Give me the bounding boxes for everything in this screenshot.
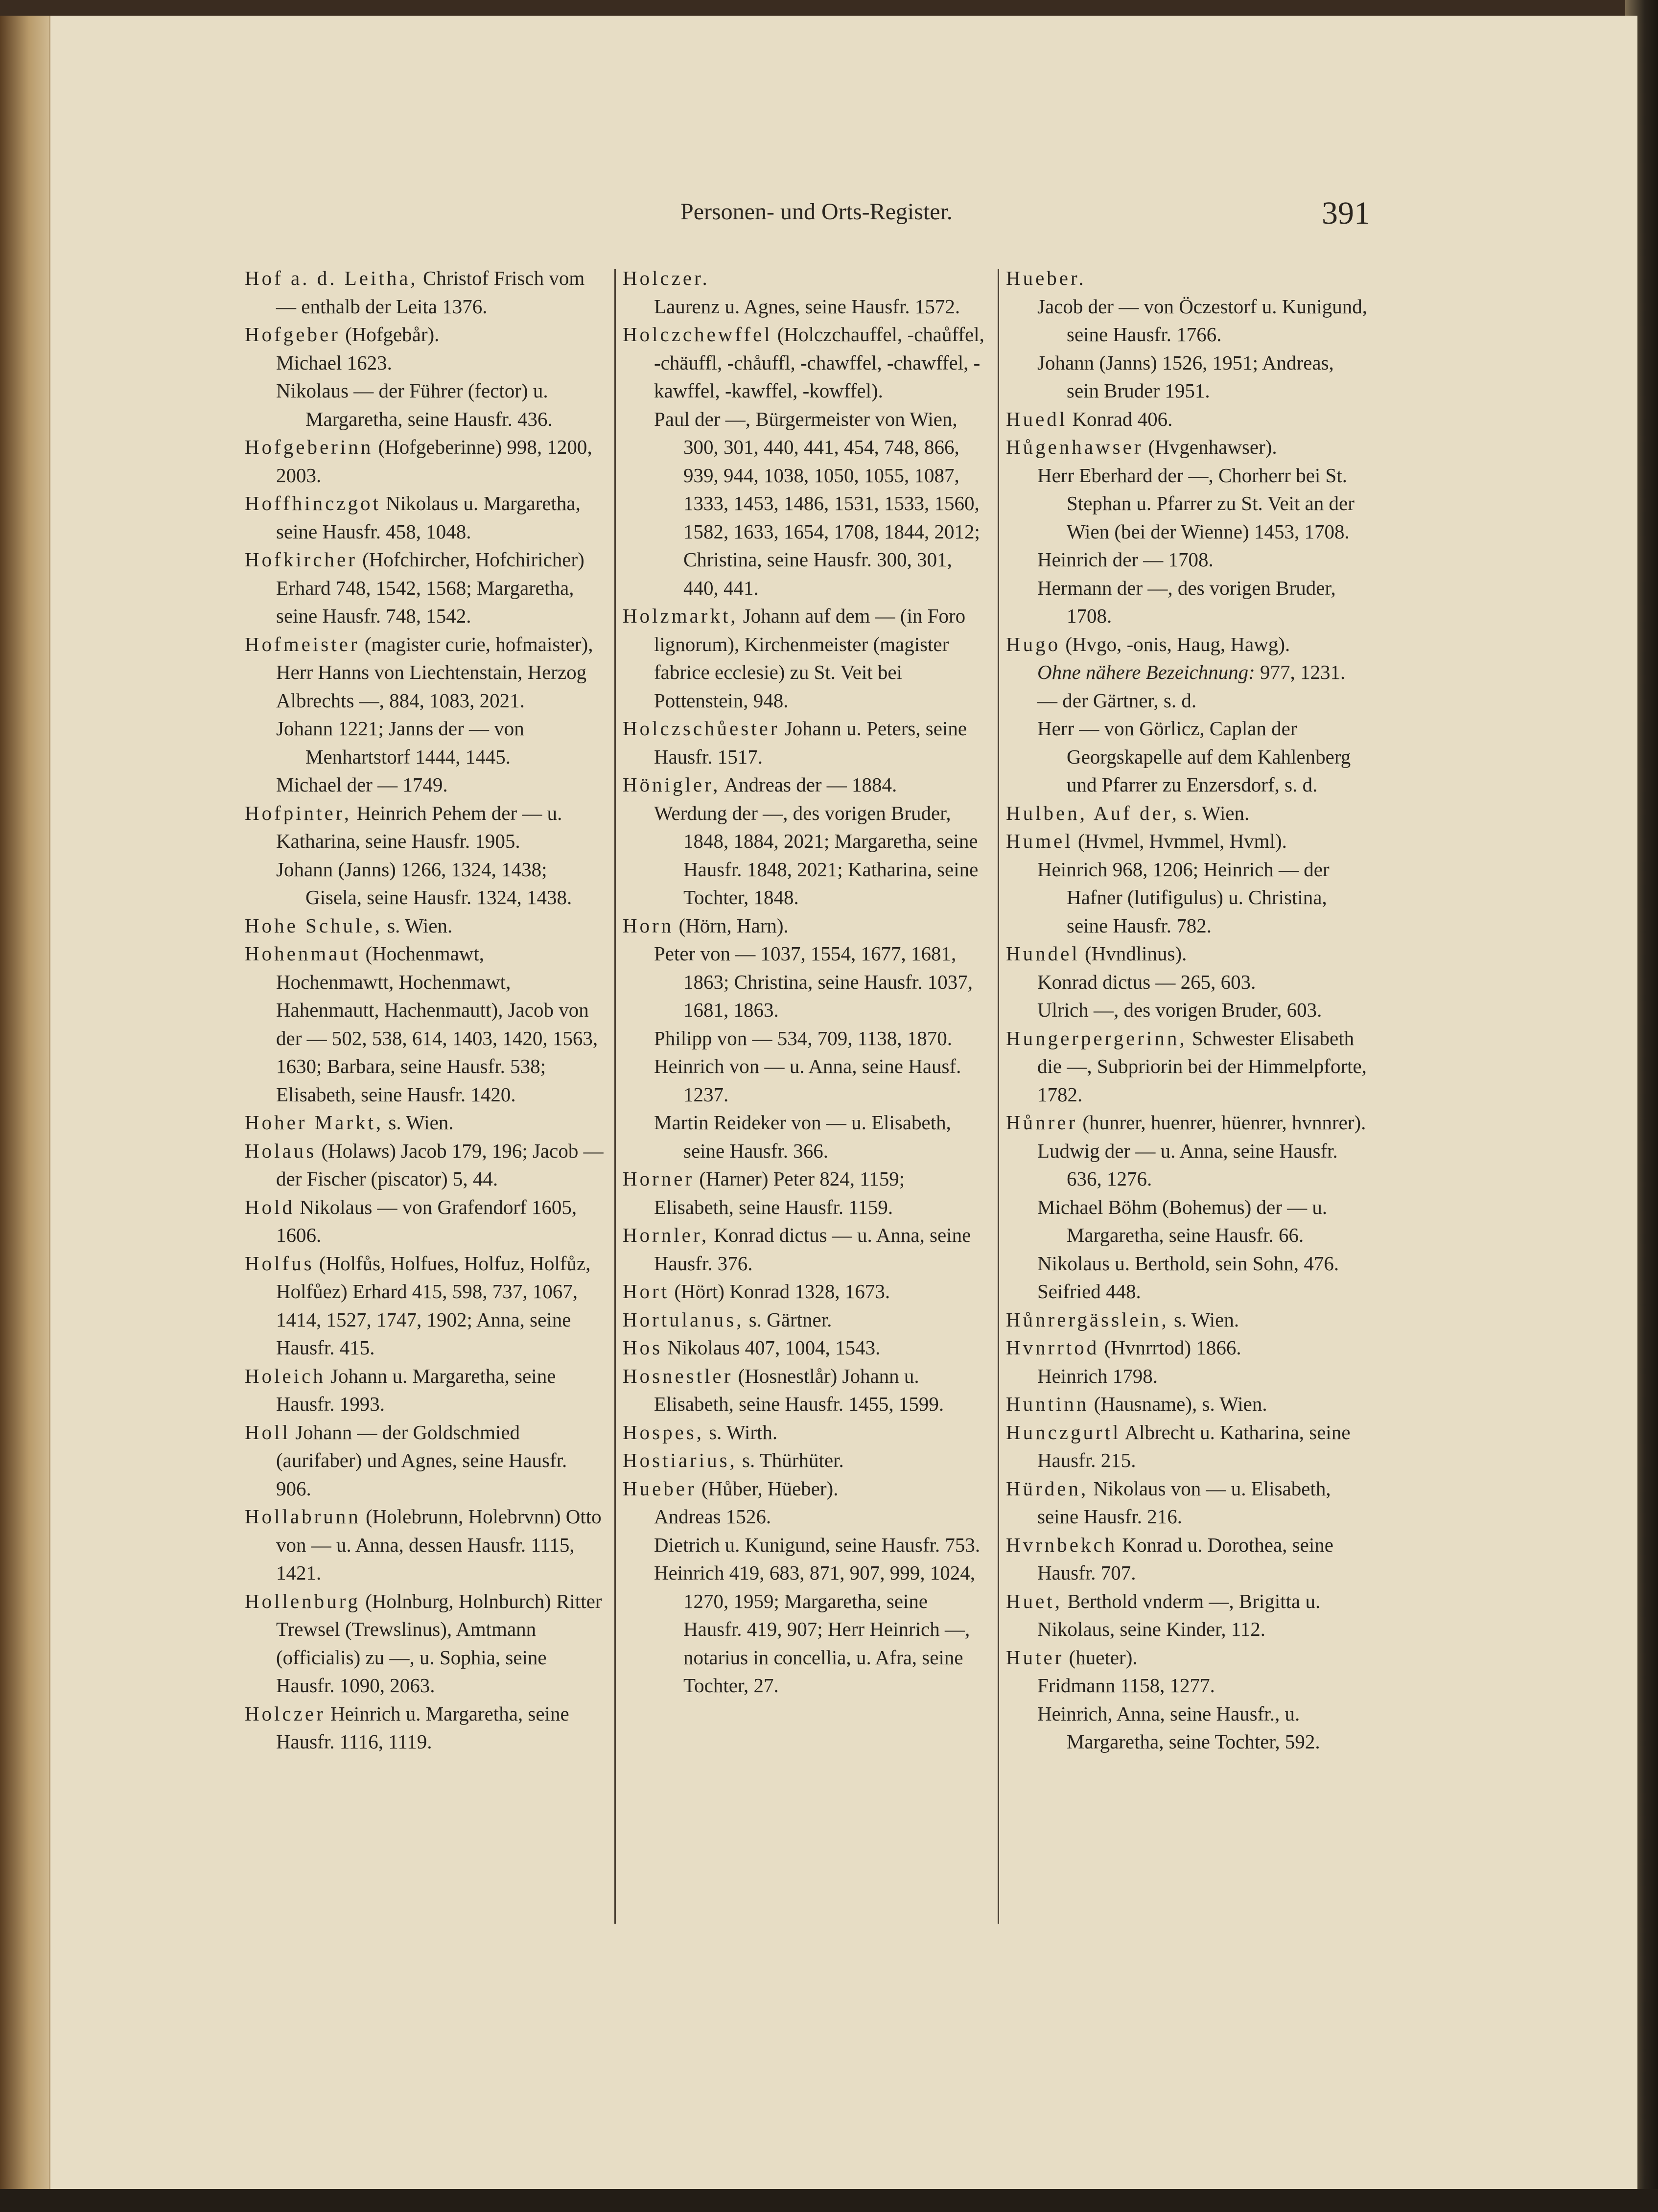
entry-headword: Huet, bbox=[1006, 1589, 1062, 1612]
entry-text: s. Gärtner. bbox=[744, 1308, 832, 1331]
index-subentry bbox=[623, 1025, 987, 1053]
entry-text: Herr — von Görlicz, Caplan der Georgskapelle auf dem Kahlenberg und Pfarrer zu Enzersdorf, s. d. bbox=[1037, 717, 1351, 796]
index-entry bbox=[1006, 1475, 1371, 1531]
index-entry bbox=[1006, 433, 1371, 462]
entry-text: (Hvndlinus). bbox=[1079, 942, 1187, 965]
index-subentry bbox=[623, 1052, 987, 1109]
index-subentry bbox=[1006, 1700, 1371, 1756]
index-subentry bbox=[1006, 293, 1371, 349]
index-entry bbox=[245, 546, 605, 630]
entry-headword: Hollabrunn bbox=[245, 1505, 361, 1528]
index-entry bbox=[1006, 1419, 1371, 1475]
index-entry bbox=[623, 771, 987, 799]
entry-text: Heinrich von — u. Anna, seine Hausf. 1237. bbox=[654, 1055, 961, 1106]
entry-text: Konrad 406. bbox=[1067, 407, 1173, 430]
index-entry bbox=[245, 940, 605, 1109]
entry-text: (Hvnrrtod) 1866. bbox=[1099, 1336, 1241, 1359]
index-entry bbox=[245, 1193, 605, 1250]
entry-text: (magister curie, hofmaister), Herr Hanns von Liechtenstain, Herzog Albrechts —, 884, 1083, 2021. bbox=[276, 632, 593, 712]
index-subentry bbox=[1006, 1137, 1371, 1193]
entry-italic-note: Ohne nähere Bezeichnung: bbox=[1037, 661, 1255, 683]
entry-headword: Holczchewffel bbox=[623, 323, 772, 346]
index-entry bbox=[245, 321, 605, 349]
entry-text: s. Wien. bbox=[1179, 801, 1250, 824]
entry-text: Peter von — 1037, 1554, 1677, 1681, 1863; Christina, seine Hausfr. 1037, 1681, 1863. bbox=[654, 942, 973, 1021]
index-entry bbox=[245, 1137, 605, 1193]
entry-headword: Hvrnbekch bbox=[1006, 1533, 1118, 1556]
index-subentry bbox=[623, 405, 987, 603]
entry-headword: Hulben, Auf der, bbox=[1006, 801, 1179, 824]
entry-text: s. Thürhüter. bbox=[737, 1449, 844, 1471]
index-entry bbox=[623, 1446, 987, 1475]
index-subentry bbox=[623, 1503, 987, 1531]
entry-headword: Hortulanus, bbox=[623, 1308, 744, 1331]
index-entry bbox=[1006, 1644, 1371, 1672]
index-entry bbox=[245, 489, 605, 546]
entry-headword: Hollenburg bbox=[245, 1589, 361, 1612]
entry-text: Nikolaus — von Grafendorf 1605, 1606. bbox=[276, 1195, 577, 1246]
index-entry bbox=[623, 321, 987, 405]
entry-headword: Hugo bbox=[1006, 632, 1061, 655]
index-entry bbox=[245, 630, 605, 715]
entry-headword: Holl bbox=[245, 1420, 290, 1444]
entry-text: s. Wien. bbox=[382, 914, 453, 937]
page-number: 391 bbox=[1322, 195, 1370, 231]
index-entry bbox=[245, 799, 605, 856]
entry-text: Johann u. Peters, seine Hausfr. 1517. bbox=[654, 717, 967, 768]
index-subentry bbox=[1006, 1672, 1371, 1700]
entry-headword: Holczer bbox=[245, 1702, 326, 1725]
entry-headword: Hoher Markt, bbox=[245, 1111, 384, 1134]
index-entry bbox=[623, 1306, 987, 1334]
entry-text: Seifried 448. bbox=[1037, 1280, 1141, 1303]
entry-text: Dietrich u. Kunigund, seine Hausfr. 753. bbox=[654, 1533, 981, 1556]
entry-headword: Hofpinter, bbox=[245, 801, 352, 824]
index-subentry bbox=[245, 856, 605, 912]
index-subentry bbox=[1006, 658, 1371, 687]
entry-text: (Holfůs, Holfues, Holfuz, Holfůz, Holfůez) Erhard 415, 598, 737, 1067, 1414, 1527, 1747, 1902; Anna, seine Hausfr. 415. bbox=[276, 1252, 591, 1359]
entry-text: Berthold vnderm —, Brigitta u. Nikolaus, seine Kinder, 112. bbox=[1037, 1589, 1321, 1640]
entry-headword: Hohenmaut bbox=[245, 942, 361, 965]
column-divider-2 bbox=[998, 269, 999, 1924]
index-subentry bbox=[1006, 687, 1371, 715]
index-subentry bbox=[1006, 856, 1371, 940]
index-entry bbox=[245, 1109, 605, 1137]
entry-text: Johann (Janns) 1266, 1324, 1438; Gisela, seine Hausfr. 1324, 1438. bbox=[276, 858, 572, 908]
index-entry bbox=[623, 1165, 987, 1221]
entry-headword: Hoffhinczgot bbox=[245, 492, 381, 514]
index-entry bbox=[623, 1475, 987, 1503]
index-subentry bbox=[623, 799, 987, 912]
index-subentry bbox=[1006, 1250, 1371, 1278]
entry-text: Johann auf dem — (in Foro lignorum), Kirchenmeister (magister fabrice ecclesie) zu St. Veit bei Pottenstein, 948. bbox=[654, 605, 966, 712]
entry-text: — der Gärtner, s. d. bbox=[1037, 689, 1197, 712]
index-subentry bbox=[623, 940, 987, 1025]
index-subentry bbox=[1006, 1362, 1371, 1391]
entry-headword: Hohe Schule, bbox=[245, 914, 382, 937]
index-entry bbox=[1006, 1587, 1371, 1644]
entry-headword: Hůnrergässlein, bbox=[1006, 1308, 1169, 1331]
entry-headword: Hůnrer bbox=[1006, 1111, 1078, 1134]
index-entry bbox=[623, 1334, 987, 1362]
entry-text: Jacob der — von Öczestorf u. Kunigund, seine Hausfr. 1766. bbox=[1037, 295, 1368, 346]
entry-text: Johann u. Margaretha, seine Hausfr. 1993. bbox=[276, 1364, 556, 1415]
entry-text: Johann 1221; Janns der — von Menhartstorf 1444, 1445. bbox=[276, 717, 524, 768]
entry-text: Nikolaus von — u. Elisabeth, seine Hausfr. 216. bbox=[1037, 1477, 1331, 1528]
entry-headword: Hofgeberinn bbox=[245, 436, 374, 458]
entry-text: Heinrich 419, 683, 871, 907, 999, 1024, 1270, 1959; Margaretha, seine Hausfr. 419, 907; Herr Heinrich —, notarius in concellia, u. Afra, seine Tochter, 27. bbox=[654, 1561, 975, 1697]
index-entry bbox=[1006, 1109, 1371, 1137]
entry-headword: Hort bbox=[623, 1280, 670, 1303]
entry-text: (Holebrunn, Holebrvnn) Otto von — u. Anna, dessen Hausfr. 1115, 1421. bbox=[276, 1505, 602, 1584]
entry-text: s. Wien. bbox=[383, 1111, 454, 1134]
entry-headword: Holczer. bbox=[623, 267, 710, 289]
index-subentry bbox=[623, 293, 987, 321]
entry-text: Heinrich u. Margaretha, seine Hausfr. 1116, 1119. bbox=[276, 1702, 569, 1753]
index-entry bbox=[1006, 799, 1371, 828]
index-entry bbox=[1006, 264, 1371, 293]
index-column-2 bbox=[623, 264, 987, 1700]
index-entry bbox=[1006, 827, 1371, 856]
scan-top-border bbox=[0, 0, 1658, 16]
entry-text: Heinrich der — 1708. bbox=[1037, 548, 1214, 571]
entry-text: Paul der —, Bürgermeister von Wien, 300, 301, 440, 441, 454, 748, 866, 939, 944, 1038, 1050, 1055, 1087, 1333, 1453, 1486, 1531, 1533, 1560, 1582, 1633, 1654, 1708, 1844, 2012; Christina, seine Hausfr. 300, 301, 440, 441. bbox=[654, 407, 980, 599]
entry-text: (Hvmel, Hvmmel, Hvml). bbox=[1073, 830, 1287, 852]
entry-headword: Hungerpergerinn, bbox=[1006, 1026, 1187, 1049]
index-entry bbox=[1006, 630, 1371, 659]
entry-text: Philipp von — 534, 709, 1138, 1870. bbox=[654, 1026, 952, 1049]
index-entry bbox=[623, 1221, 987, 1278]
index-column-1 bbox=[245, 264, 605, 1756]
entry-text: (Harner) Peter 824, 1159; Elisabeth, seine Hausfr. 1159. bbox=[654, 1167, 905, 1218]
entry-text: Heinrich, Anna, seine Hausfr., u. Margaretha, seine Tochter, 592. bbox=[1037, 1702, 1320, 1753]
entry-text: Nikolaus 407, 1004, 1543. bbox=[662, 1336, 881, 1359]
index-entry bbox=[623, 715, 987, 771]
index-entry bbox=[245, 1362, 605, 1419]
entry-headword: Hönigler, bbox=[623, 773, 721, 796]
entry-text: s. Wien. bbox=[1168, 1308, 1239, 1331]
entry-text: Schwester Elisabeth die —, Subpriorin bei der Himmelpforte, 1782. bbox=[1037, 1026, 1367, 1106]
index-entry bbox=[1006, 405, 1371, 434]
entry-text: (hunrer, huenrer, hüenrer, hvnnrer). bbox=[1077, 1111, 1366, 1134]
entry-text: (Hörn, Harn). bbox=[674, 914, 789, 937]
entry-text: 977, 1231. bbox=[1255, 661, 1346, 683]
entry-headword: Huter bbox=[1006, 1646, 1064, 1669]
entry-headword: Hofmeister bbox=[245, 632, 360, 655]
entry-text: (hueter). bbox=[1064, 1646, 1138, 1669]
index-entry bbox=[623, 602, 987, 715]
entry-text: (Holaws) Jacob 179, 196; Jacob — der Fischer (piscator) 5, 44. bbox=[276, 1139, 604, 1190]
entry-text: Nikolaus — der Führer (fector) u. Margaretha, seine Hausfr. 436. bbox=[276, 379, 553, 430]
index-subentry bbox=[623, 1531, 987, 1560]
entry-headword: Hospes, bbox=[623, 1420, 704, 1444]
entry-headword: Hueber bbox=[623, 1477, 697, 1500]
entry-headword: Hofkircher bbox=[245, 548, 357, 571]
entry-text: Michael 1623. bbox=[276, 351, 392, 374]
entry-text: Heinrich Pehem der — u. Katharina, seine Hausfr. 1905. bbox=[276, 801, 562, 852]
index-subentry bbox=[623, 1559, 987, 1700]
entry-headword: Hůgenhawser bbox=[1006, 436, 1144, 458]
index-subentry bbox=[1006, 574, 1371, 630]
index-entry bbox=[245, 912, 605, 940]
index-subentry bbox=[1006, 546, 1371, 574]
entry-text: Ulrich —, des vorigen Bruder, 603. bbox=[1037, 999, 1322, 1021]
entry-text: Martin Reideker von — u. Elisabeth, seine Hausfr. 366. bbox=[654, 1111, 951, 1162]
entry-text: Herr Eberhard der —, Chorherr bei St. Stephan u. Pfarrer zu St. Veit an der Wien (bei der Wienne) 1453, 1708. bbox=[1037, 464, 1354, 543]
entry-headword: Hofgeber bbox=[245, 323, 340, 346]
entry-headword: Holfus bbox=[245, 1252, 314, 1275]
entry-text: Hermann der —, des vorigen Bruder, 1708. bbox=[1037, 576, 1336, 627]
index-subentry bbox=[245, 349, 605, 377]
index-subentry bbox=[1006, 462, 1371, 546]
entry-text: (Hvgenhawser). bbox=[1143, 436, 1277, 458]
entry-text: (Hofgeberinne) 998, 1200, 2003. bbox=[276, 436, 592, 487]
index-entry bbox=[245, 1587, 605, 1700]
index-entry bbox=[245, 1419, 605, 1503]
entry-headword: Huntinn bbox=[1006, 1393, 1089, 1415]
index-entry bbox=[623, 264, 987, 293]
entry-headword: Holczschůester bbox=[623, 717, 780, 740]
entry-text: Werdung der —, des vorigen Bruder, 1848, 1884, 2021; Margaretha, seine Hausfr. 1848, 2021; Katharina, seine Tochter, 1848. bbox=[654, 801, 979, 908]
entry-headword: Huedl bbox=[1006, 407, 1068, 430]
entry-text: Fridmann 1158, 1277. bbox=[1037, 1674, 1215, 1697]
entry-text: Andreas der — 1884. bbox=[720, 773, 897, 796]
entry-text: Nikolaus u. Margaretha, seine Hausfr. 458, 1048. bbox=[276, 492, 581, 543]
entry-text: Nikolaus u. Berthold, sein Sohn, 476. bbox=[1037, 1252, 1339, 1275]
index-entry bbox=[1006, 1390, 1371, 1419]
entry-text: Konrad u. Dorothea, seine Hausfr. 707. bbox=[1037, 1533, 1333, 1584]
entry-text: Heinrich 1798. bbox=[1037, 1364, 1158, 1387]
entry-headword: Hostiarius, bbox=[623, 1449, 737, 1471]
entry-text: Johann — der Goldschmied (aurifaber) und Agnes, seine Hausfr. 906. bbox=[276, 1420, 567, 1500]
entry-headword: Hueber. bbox=[1006, 267, 1086, 289]
entry-text: (Hůber, Hüeber). bbox=[696, 1477, 839, 1500]
entry-text: (Hvgo, -onis, Haug, Hawg). bbox=[1060, 632, 1290, 655]
entry-headword: Hvnrrtod bbox=[1006, 1336, 1099, 1359]
entry-headword: Hürden, bbox=[1006, 1477, 1089, 1500]
entry-text: Laurenz u. Agnes, seine Hausfr. 1572. bbox=[654, 295, 960, 318]
entry-text: (Holczchauffel, -chaůffel, -chäuffl, -chåuffl, -chawffel, -chawffel, -kawffel, -kawffel, -kowffel). bbox=[654, 323, 984, 402]
index-entry bbox=[245, 1700, 605, 1756]
entry-text: (Hofchircher, Hofchiricher) Erhard 748, 1542, 1568; Margaretha, seine Hausfr. 748, 1542. bbox=[276, 548, 584, 627]
index-subentry bbox=[1006, 996, 1371, 1025]
entry-headword: Hunczgurtl bbox=[1006, 1420, 1121, 1444]
index-subentry bbox=[245, 715, 605, 771]
entry-text: Ludwig der — u. Anna, seine Hausfr. 636, 1276. bbox=[1037, 1139, 1338, 1190]
index-entry bbox=[245, 433, 605, 489]
entry-headword: Hold bbox=[245, 1195, 295, 1218]
index-entry bbox=[245, 1503, 605, 1587]
entry-text: (Hofgebår). bbox=[340, 323, 440, 346]
entry-headword: Humel bbox=[1006, 830, 1073, 852]
entry-headword: Hof a. d. Leitha, bbox=[245, 267, 418, 289]
running-header: Personen- und Orts-Register. bbox=[680, 199, 953, 225]
entry-headword: Holzmarkt, bbox=[623, 605, 738, 627]
index-subentry bbox=[245, 771, 605, 799]
entry-headword: Holaus bbox=[245, 1139, 317, 1162]
entry-text: Heinrich 968, 1206; Heinrich — der Hafner (lutifigulus) u. Christina, seine Hausfr. 782. bbox=[1037, 858, 1330, 937]
index-entry bbox=[623, 1362, 987, 1419]
entry-text: Christof Frisch vom — enthalb der Leita 1376. bbox=[276, 267, 585, 318]
entry-text: (Holnburg, Holnburch) Ritter Trewsel (Trewslinus), Amtmann (officialis) zu —, u. Sophia, seine Hausfr. 1090, 2063. bbox=[276, 1589, 602, 1697]
entry-text: (Hört) Konrad 1328, 1673. bbox=[669, 1280, 890, 1303]
index-subentry bbox=[623, 1109, 987, 1165]
entry-text: Johann (Janns) 1526, 1951; Andreas, sein Bruder 1951. bbox=[1037, 351, 1334, 402]
index-entry bbox=[1006, 1334, 1371, 1362]
entry-text: Andreas 1526. bbox=[654, 1505, 771, 1528]
entry-text: (Hosnestlår) Johann u. Elisabeth, seine Hausfr. 1455, 1599. bbox=[654, 1364, 944, 1415]
entry-text: Konrad dictus — 265, 603. bbox=[1037, 970, 1256, 993]
index-subentry bbox=[1006, 1278, 1371, 1306]
entry-headword: Hos bbox=[623, 1336, 663, 1359]
column-divider-1 bbox=[614, 269, 616, 1924]
index-entry bbox=[623, 912, 987, 940]
entry-text: Michael Böhm (Bohemus) der — u. Margaretha, seine Hausfr. 66. bbox=[1037, 1195, 1328, 1246]
entry-text: Konrad dictus — u. Anna, seine Hausfr. 376. bbox=[654, 1224, 971, 1275]
scan-bottom-border bbox=[0, 2189, 1658, 2212]
entry-headword: Hornler, bbox=[623, 1224, 709, 1246]
entry-text: Albrecht u. Katharina, seine Hausfr. 215. bbox=[1037, 1420, 1351, 1471]
index-entry bbox=[245, 264, 605, 321]
index-column-3 bbox=[1006, 264, 1371, 1756]
index-subentry bbox=[245, 377, 605, 433]
index-entry bbox=[245, 1250, 605, 1362]
entry-text: (Hochenmawt, Hochenmawtt, Hochenmawt, Hahenmautt, Hachenmautt), Jacob von der — 502, 538, 614, 1403, 1420, 1563, 1630; Barbara, seine Hausfr. 538; Elisabeth, seine Hausfr. 1420. bbox=[276, 942, 598, 1106]
index-subentry bbox=[1006, 715, 1371, 799]
index-entry bbox=[1006, 1306, 1371, 1334]
index-entry bbox=[623, 1278, 987, 1306]
index-entry bbox=[1006, 1025, 1371, 1109]
entry-text: Michael der — 1749. bbox=[276, 773, 448, 796]
entry-headword: Hosnestler bbox=[623, 1364, 733, 1387]
entry-text: (Hausname), s. Wien. bbox=[1089, 1393, 1267, 1415]
index-subentry bbox=[1006, 1193, 1371, 1250]
index-entry bbox=[1006, 1531, 1371, 1587]
index-subentry bbox=[1006, 349, 1371, 405]
entry-text: s. Wirth. bbox=[703, 1420, 778, 1444]
index-entry bbox=[1006, 940, 1371, 968]
index-entry bbox=[623, 1419, 987, 1447]
entry-headword: Horn bbox=[623, 914, 674, 937]
entry-headword: Hundel bbox=[1006, 942, 1080, 965]
entry-headword: Holeich bbox=[245, 1364, 326, 1387]
index-subentry bbox=[1006, 968, 1371, 997]
entry-headword: Horner bbox=[623, 1167, 695, 1190]
